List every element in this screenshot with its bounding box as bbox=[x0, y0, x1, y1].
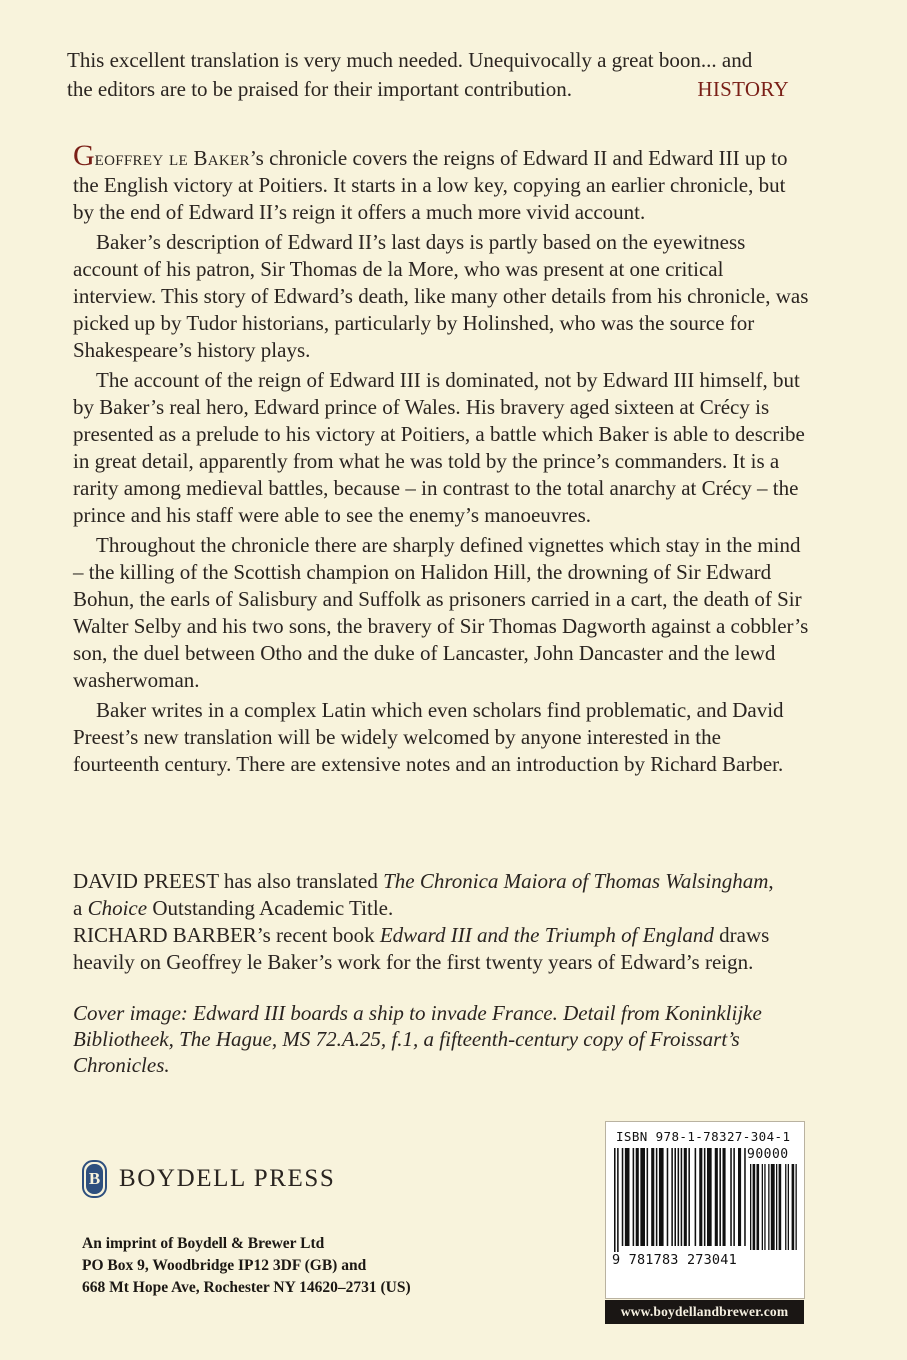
ean-digits: 9 781783 273041 bbox=[612, 1252, 737, 1268]
bio-preest bbox=[73, 868, 809, 922]
publisher-logo bbox=[82, 1160, 335, 1198]
barcode-bar bbox=[647, 1148, 649, 1246]
barcode-bar bbox=[733, 1148, 735, 1246]
barcode-bar bbox=[738, 1148, 741, 1246]
barcode-bar bbox=[730, 1148, 732, 1246]
address-line-2: PO Box 9, Woodbridge IP12 3DF (GB) and bbox=[82, 1257, 367, 1274]
barcode-bar bbox=[707, 1148, 712, 1246]
barcode-bar bbox=[633, 1148, 635, 1246]
bio-preest-book-title: The Chronica Maiora of Thomas Walsingham bbox=[383, 869, 769, 893]
cover-image-caption: Cover image: Edward III boards a ship to invade France. Detail from Koninklijke Bibliotheek, The Hague, MS 72.A.25, f.1, a fifteenth-century copy of Froissart’s Chronicles. bbox=[73, 1001, 762, 1077]
bio-preest-article: a bbox=[73, 896, 88, 920]
website-label: www.boydellandbrewer.com bbox=[605, 1300, 804, 1324]
barcode-bar bbox=[715, 1148, 718, 1246]
logo-letter: B bbox=[86, 1164, 103, 1194]
barcode-bar bbox=[622, 1148, 624, 1246]
drop-cap: G bbox=[73, 139, 95, 172]
address-line-3: 668 Mt Hope Ave, Rochester NY 14620–2731 (US) bbox=[82, 1279, 411, 1296]
bio-preest-award: Outstanding Academic Title. bbox=[147, 896, 394, 920]
address-line-1: An imprint of Boydell & Brewer Ltd bbox=[82, 1235, 325, 1252]
barcode-bar bbox=[640, 1148, 645, 1246]
barcode-bar bbox=[681, 1148, 683, 1246]
barcode-bar bbox=[704, 1148, 706, 1246]
barcode-bar bbox=[796, 1164, 797, 1250]
barcode-bar bbox=[695, 1148, 697, 1246]
quote-line-1: This excellent translation is very much needed. Unequivocally a great boon... and bbox=[67, 48, 753, 72]
barcode-bar bbox=[750, 1164, 751, 1250]
publisher-address bbox=[82, 1233, 411, 1299]
blurb-paragraph-4: Throughout the chronicle there are sharply defined vignettes which stay in the mind – the killing of the Scottish champion on Halidon Hill, the drowning of Sir Edward Bohun, the earls of Salisbury and Suffolk as prisoners carried in a cart, the death of Sir Walter Selby and his two sons, the bravery of Sir Thomas Dagworth against a cobbler’s son, the duel between Otho and the duke of Lancaster, John Dancaster and the lewd washerwoman. bbox=[73, 533, 809, 692]
blurb-paragraph-5: Baker writes in a complex Latin which even scholars find problematic, and David Preest’s new translation will be widely welcomed by anyone interested in the fourteenth century. There are extensive notes and an introduction by Richard Barber. bbox=[73, 698, 784, 776]
barcode-bar bbox=[614, 1148, 616, 1252]
barcode-bar bbox=[671, 1148, 673, 1246]
barcode-bar bbox=[776, 1164, 777, 1250]
barcode-bar bbox=[674, 1148, 676, 1246]
bio-preest-comma: , bbox=[768, 869, 774, 893]
bio-preest-name: DAVID PREEST bbox=[73, 869, 219, 893]
barcode-bar bbox=[771, 1164, 775, 1250]
barcode-bar bbox=[719, 1148, 721, 1246]
blurb-paragraph-2: Baker’s description of Edward II’s last days is partly based on the eyewitness account of his patron, Sir Thomas de la More, who was present at one critical interview. This story of Edward’s death, like many other details from his chronicle, was picked up by Tudor historians, particularly by Holinshed, who was the source for Shakespeare’s history plays. bbox=[73, 230, 809, 362]
boydell-b-icon bbox=[82, 1160, 107, 1198]
bio-barber bbox=[73, 922, 809, 976]
barcode-bar bbox=[744, 1148, 746, 1246]
blurb-paragraph-3: The account of the reign of Edward III is dominated, not by Edward III himself, but by Baker’s real hero, Edward prince of Wales. His bravery aged sixteen at Crécy is presented as a prelude to his victory at Poitiers, a battle which Baker is able to describe in great detail, apparently from what he was told by the prince’s commanders. It is a rarity among medieval battles, because – in contrast to the total anarchy at Crécy – the prince and his staff were able to see the enemy’s manoeuvres. bbox=[73, 368, 805, 527]
blurb-paragraph-1-text: ’s chronicle covers the reigns of Edward II and Edward III up to the English victory at Poitiers. It starts in a low key, copying an earlier chronicle, but by the end of Edward II’s reign it offers a much more vivid account. bbox=[73, 146, 788, 224]
blurb bbox=[73, 139, 809, 781]
barcode-bar bbox=[785, 1164, 786, 1250]
publisher-name: BOYDELL PRESS bbox=[119, 1165, 336, 1192]
barcode-bar bbox=[792, 1164, 795, 1250]
addon-barcode-bars bbox=[750, 1164, 800, 1252]
contributor-bios bbox=[73, 868, 809, 976]
barcode-bar bbox=[723, 1148, 726, 1246]
author-name-smallcaps: eoffrey le Baker bbox=[94, 146, 250, 170]
addon-digits: 90000 bbox=[747, 1147, 789, 1162]
bio-barber-book-title: Edward III and the Triumph of England bbox=[379, 923, 714, 947]
barcode-bar bbox=[678, 1148, 680, 1246]
bio-barber-text: ’s recent book bbox=[256, 923, 380, 947]
barcode-bar bbox=[699, 1148, 702, 1246]
quote-line-2: the editors are to be praised for their important contribution. bbox=[67, 77, 573, 101]
barcode-bar bbox=[753, 1164, 756, 1250]
review-quote bbox=[67, 46, 797, 104]
barcode-bar bbox=[762, 1164, 763, 1250]
barcode-bar bbox=[636, 1148, 639, 1246]
barcode-bar bbox=[684, 1148, 687, 1246]
barcode-bar bbox=[625, 1148, 630, 1246]
barcode-bar bbox=[779, 1164, 782, 1250]
barcode-bar bbox=[768, 1164, 769, 1250]
isbn-text: ISBN 978-1-78327-304-1 bbox=[616, 1129, 791, 1144]
barcode-bar bbox=[651, 1148, 654, 1246]
bio-barber-name: RICHARD BARBER bbox=[73, 923, 257, 947]
quote-source: HISTORY bbox=[697, 77, 789, 101]
barcode-bar bbox=[757, 1164, 760, 1250]
barcode-bar bbox=[764, 1164, 765, 1250]
bio-preest-text: has also translated bbox=[218, 869, 384, 893]
barcode-bar bbox=[667, 1148, 669, 1246]
ean-barcode-bars bbox=[614, 1148, 746, 1254]
barcode-bar bbox=[688, 1148, 690, 1246]
bio-preest-choice: Choice bbox=[87, 896, 148, 920]
isbn-barcode bbox=[605, 1121, 805, 1299]
barcode-bar bbox=[788, 1164, 789, 1250]
bio-barber-text-end: draws heavily on Geoffrey le Baker’s work for the first twenty years of Edward’s reign. bbox=[73, 923, 770, 974]
barcode-bar bbox=[617, 1148, 619, 1252]
barcode-bar bbox=[659, 1148, 664, 1246]
blurb-paragraph-1 bbox=[73, 139, 809, 226]
barcode-bar bbox=[656, 1148, 658, 1246]
